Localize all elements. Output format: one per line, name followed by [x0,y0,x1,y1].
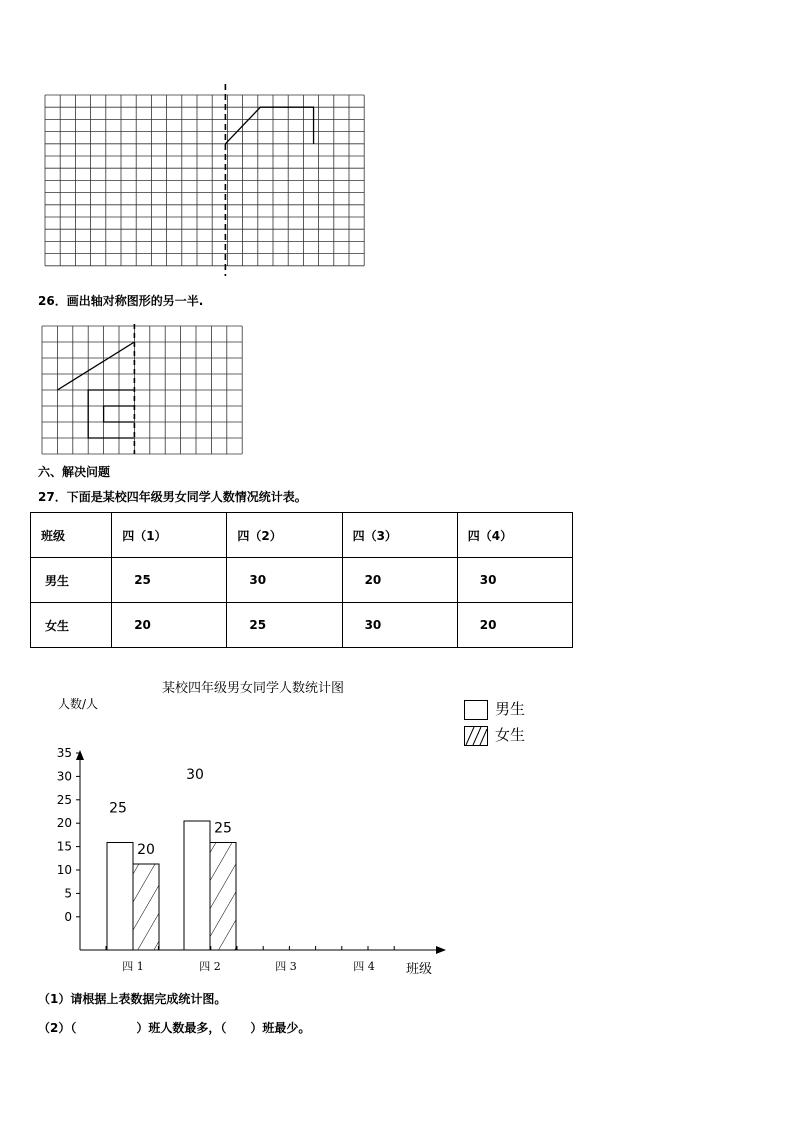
table-cell: 20 [342,558,457,603]
legend-swatch-boys [464,700,488,720]
y-tick-label: 35 [56,746,72,760]
x-axis-label: 班级 [406,962,433,977]
table-header-row [31,513,573,558]
table-cell: 20 [457,603,572,648]
y-tick-label: 30 [56,769,72,784]
q26-text: 26．画出轴对称图形的另一半. [38,294,204,308]
y-tick-label: 20 [56,816,72,831]
table-header-cell: 四（1） [112,513,227,558]
table-cell: 30 [342,603,457,648]
table-cell: 男生 [31,558,112,603]
q27-sub1: （1）请根据上表数据完成统计图。 [38,992,227,1006]
x-category-label: 四 3 [275,960,297,973]
table-header-cell: 四（4） [457,513,572,558]
bar-girls [210,843,236,951]
table-cell: 25 [112,558,227,603]
bar-boys [184,821,210,950]
bar-value-label: 25 [214,820,232,837]
q27-sub2: （2）（ ）班人数最多，（ ）班最少。 [38,1021,311,1035]
roof-line [57,342,134,390]
x-category-label: 四 1 [122,960,144,973]
y-tick-label: 0 [64,909,72,924]
y-tick-label: 15 [56,839,72,854]
legend-label-boys: 男生 [495,700,526,718]
bar-boys [107,843,133,951]
section-title: 六、解决问题 [38,465,111,479]
bar-value-label: 30 [186,767,204,783]
bar-girls [133,864,159,950]
table-header-cell: 四（3） [342,513,457,558]
y-tick-label: 5 [64,886,72,901]
q25-grid [40,80,370,280]
y-axis-arrow [76,750,84,760]
table-cell: 30 [227,558,342,603]
table-cell: 25 [227,603,342,648]
bar-value-label: 20 [137,842,155,858]
legend-label-girls: 女生 [495,726,526,744]
y-tick-label: 10 [56,863,72,877]
table-cell: 女生 [31,603,112,648]
chart-title: 某校四年级男女同学人数统计图 [162,681,345,696]
y-tick-label: 25 [56,792,72,807]
table-header-cell: 班级 [31,513,112,558]
half-shape [225,107,313,144]
table-cell: 30 [457,558,572,603]
table-row [31,603,573,648]
stats-table [30,512,573,648]
x-category-label: 四 4 [353,960,375,973]
table-header-cell: 四（2） [227,513,342,558]
house-body [88,390,134,438]
table-cell: 20 [112,603,227,648]
legend-swatch-girls [464,726,488,746]
q27-text: 27．下面是某校四年级男女同学人数情况统计表。 [38,490,307,504]
bar-value-label: 25 [109,800,127,817]
x-category-label: 四 2 [199,960,221,973]
y-axis-label: 人数/人 [58,697,99,711]
q26-grid [40,322,246,456]
x-axis-arrow [436,946,446,954]
bar-chart [0,740,460,985]
table-row [31,558,573,603]
